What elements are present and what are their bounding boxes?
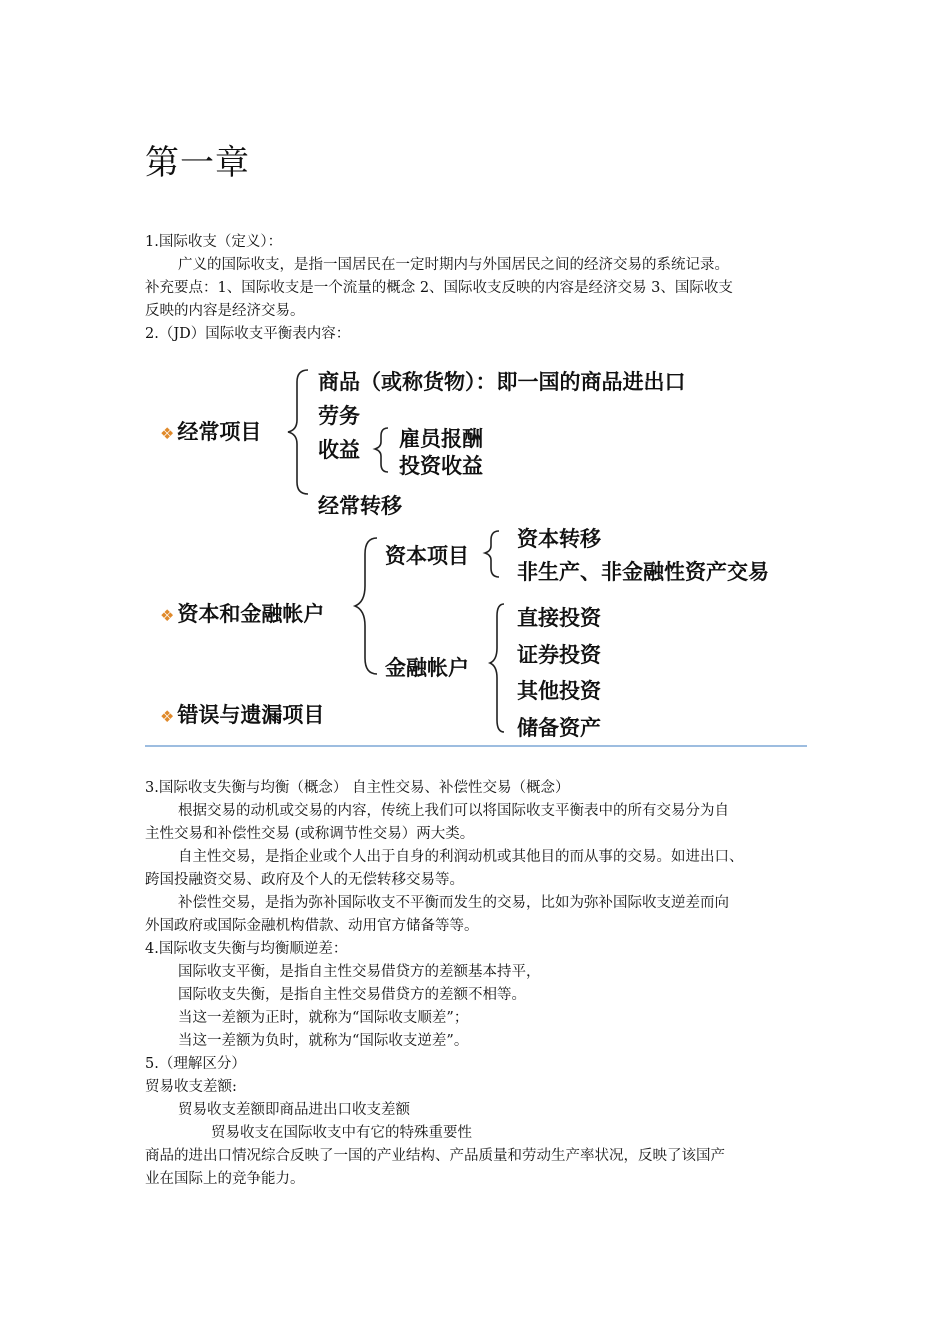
capital-transfers-item: 资本转移 [517,527,601,551]
section-1-definition: 广义的国际收支，是指一国居民在一定时期内与外国居民之间的经济交易的系统记录。 [178,257,729,273]
diagram-divider [145,745,807,747]
section-1 [145,231,810,346]
reserve-assets-item: 储备资产 [517,716,601,740]
section-3-para3-line1: 补偿性交易，是指为弥补国际收支不平衡而发生的交易，比如为弥补国际收支逆差而向 [178,895,729,911]
chapter-title: 第一章 [145,143,250,183]
current-transfers-item: 经常转移 [318,494,402,518]
section-5-subheading: 贸易收支差额: [145,1079,237,1095]
section-4-heading: 4.国际收支失衡与均衡顺逆差： [145,941,348,957]
section-5-heading: 5.（理解区分） [145,1056,246,1072]
diamond-bullet-icon: ❖ [160,424,175,443]
other-investment-item: 其他投资 [517,679,601,703]
capital-financial-brace [355,538,377,674]
section-2-heading: 2.（JD）国际收支平衡表内容： [145,326,351,342]
section-3-para2-line2: 跨国投融资交易、政府及个人的无偿转移交易等。 [145,872,464,888]
diamond-bullet-icon: ❖ [160,606,175,625]
direct-investment-item: 直接投资 [517,606,601,630]
current-account-brace [288,370,308,494]
section-5-line2: 贸易收支在国际收支中有它的特殊重要性 [211,1125,472,1141]
investment-income-item: 投资收益 [399,454,483,478]
section-1-heading: 1.国际收支（定义）： [145,234,283,250]
income-brace [375,428,388,472]
section-4-line3: 当这一差额为正时，就称为“国际收支顺差”； [178,1010,469,1026]
capital-brace [485,531,499,577]
section-1-supplement-line1: 补充要点：1、国际收支是一个流量的概念 2、国际收支反映的内容是经济交易 3、国际收支 [145,280,733,296]
employee-compensation-item: 雇员报酬 [399,427,483,451]
financial-account-item: 金融帐户 [385,656,469,680]
current-account-label: ❖ 经常项目 [160,420,262,444]
nonproduced-assets-item: 非生产、非金融性资产交易 [517,560,769,584]
section-3-para2-line1: 自主性交易，是指企业或个人出于自身的利润动机或其他目的而从事的交易。如进出口、 [178,849,744,865]
services-item: 劳务 [318,404,360,428]
section-3-para3-line2: 外国政府或国际金融机构借款、动用官方储备等等。 [145,918,479,934]
section-3-para1-line2: 主性交易和补偿性交易 (或称调节性交易）两大类。 [145,826,475,842]
diamond-bullet-icon: ❖ [160,707,175,726]
section-5-para-line2: 业在国际上的竞争能力。 [145,1171,305,1187]
section-3-para1-line1: 根据交易的动机或交易的内容，传统上我们可以将国际收支平衡表中的所有交易分为自 [178,803,729,819]
bop-structure-diagram [145,358,810,748]
section-5-para-line1: 商品的进出口情况综合反映了一国的产业结构、产品质量和劳动生产率状况，反映了该国产 [145,1148,725,1164]
goods-item: 商品（或称货物）：即一国的商品进出口 [318,370,686,394]
income-item: 收益 [318,438,360,462]
section-1-supplement-line2: 反映的内容是经济交易。 [145,303,305,319]
financial-brace [490,604,504,732]
capital-account-item: 资本项目 [385,544,469,568]
section-3-heading: 3.国际收支失衡与均衡（概念） 自主性交易、补偿性交易（概念） [145,780,570,796]
portfolio-investment-item: 证券投资 [517,643,601,667]
capital-financial-label: ❖ 资本和金融帐户 [160,602,325,626]
errors-omissions-label: ❖ 错误与遗漏项目 [160,703,325,727]
section-4-line2: 国际收支失衡，是指自主性交易借贷方的差额不相等。 [178,987,526,1003]
section-4-line1: 国际收支平衡，是指自主性交易借贷方的差额基本持平， [178,964,541,980]
section-5-line1: 贸易收支差额即商品进出口收支差额 [178,1102,410,1118]
section-4-line4: 当这一差额为负时，就称为“国际收支逆差”。 [178,1033,469,1049]
section-3-onwards [145,777,810,1191]
